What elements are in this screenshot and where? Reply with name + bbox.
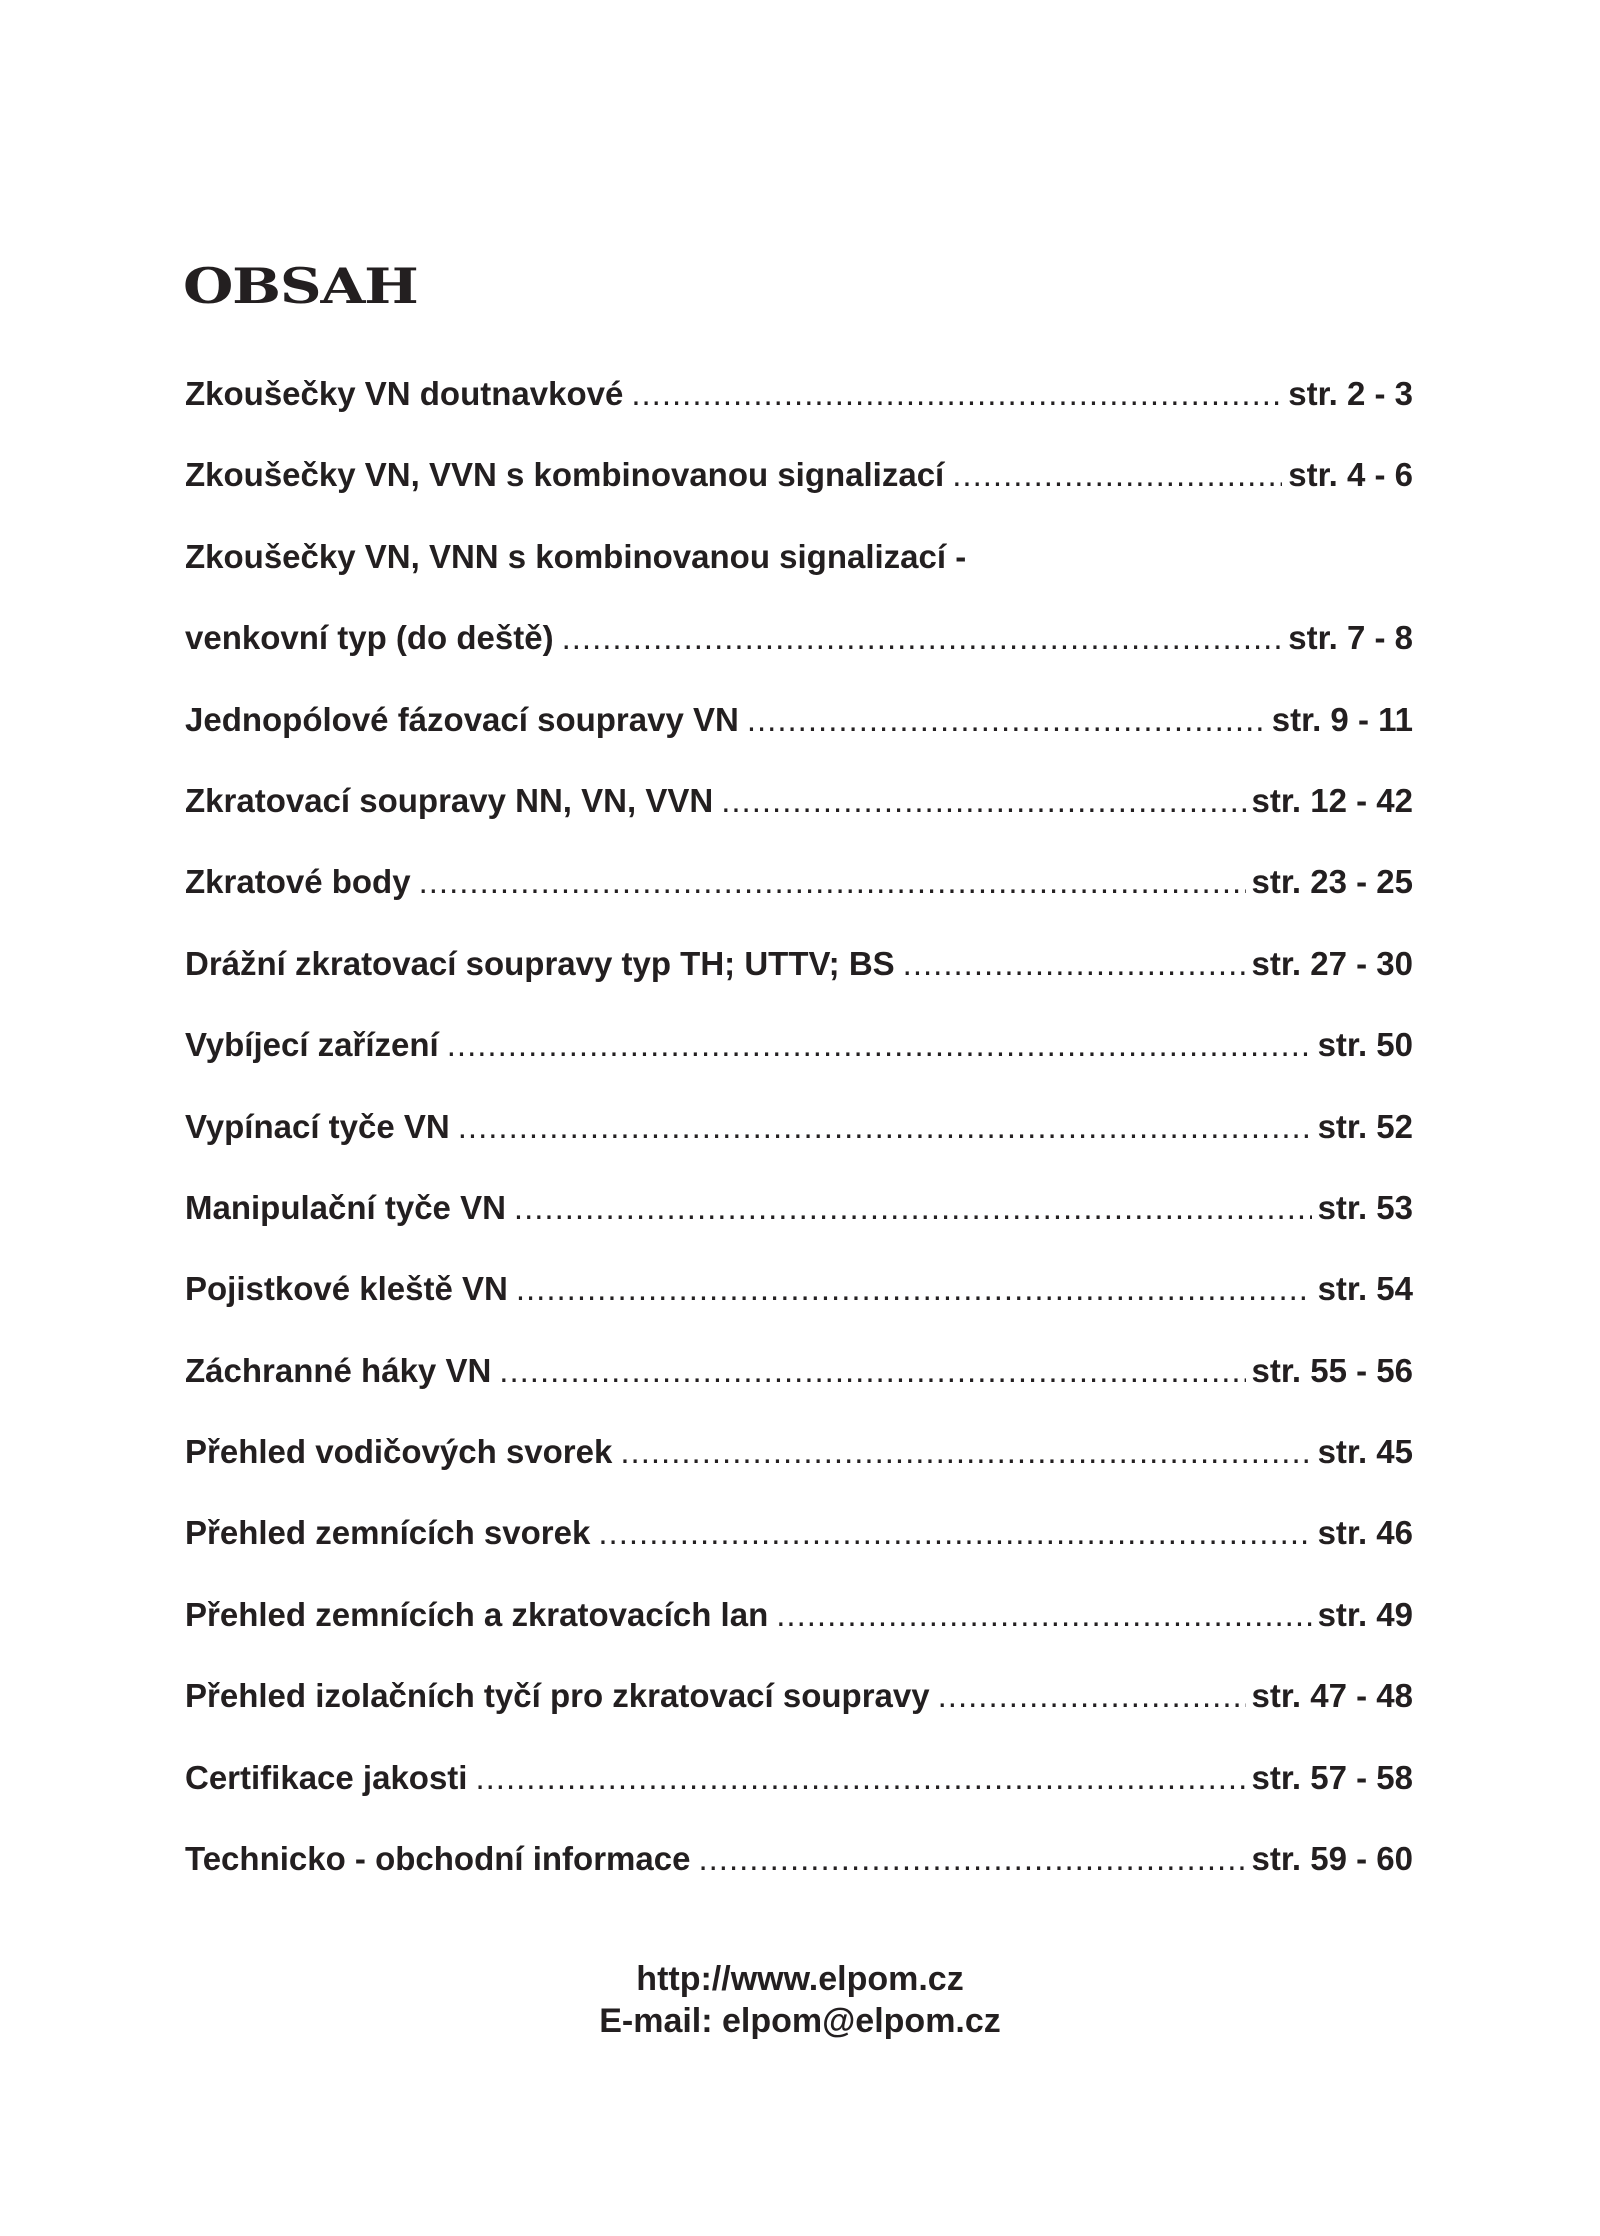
toc-entry: [185, 1433, 1413, 1514]
dot-leader: [598, 1514, 1311, 1552]
toc-entry-title: Přehled zemnících a zkratovacích lan: [185, 1595, 769, 1633]
toc-entry-title: Technicko - obchodní informace: [185, 1840, 691, 1878]
dot-leader: [447, 1026, 1312, 1064]
dot-leader: [721, 782, 1245, 820]
website-link[interactable]: http://www.elpom.cz: [636, 1960, 964, 1998]
toc-entry-page: str. 47 - 48: [1251, 1677, 1413, 1715]
dot-leader: [475, 1759, 1245, 1797]
toc-entry: [185, 1596, 1413, 1677]
dot-leader: [903, 945, 1246, 983]
toc-entry: [185, 701, 1413, 782]
dot-leader: [698, 1840, 1245, 1878]
toc-entry-title: Přehled vodičových svorek: [185, 1433, 613, 1471]
dot-leader: [458, 1108, 1312, 1146]
toc-entry: [185, 375, 1413, 456]
dot-leader: [419, 863, 1246, 901]
email-link[interactable]: E-mail: elpom@elpom.cz: [599, 2002, 1001, 2040]
toc-entry: [185, 1677, 1413, 1758]
dot-leader: [938, 1677, 1246, 1715]
toc-entry-title: Zkoušečky VN, VNN s kombinovanou signalizací -: [185, 537, 967, 575]
toc-entry-page: str. 9 - 11: [1271, 700, 1413, 738]
toc-entry: [185, 1270, 1413, 1351]
toc-entry-title: Přehled izolačních tyčí pro zkratovací soupravy: [185, 1677, 930, 1715]
toc-entry-title: Certifikace jakosti: [185, 1758, 468, 1796]
toc-entry-page: str. 49: [1317, 1595, 1413, 1633]
toc-entry: [185, 863, 1413, 944]
toc-entry: [185, 538, 1413, 619]
toc-entry-title: Zkoušečky VN, VVN s kombinovanou signalizací: [185, 456, 945, 494]
toc-entry-page: str. 53: [1317, 1188, 1413, 1226]
toc-entry-title: Záchranné háky VN: [185, 1351, 492, 1389]
toc-entry-page: str. 52: [1317, 1107, 1413, 1145]
toc-entry: [185, 456, 1413, 537]
toc-entry-page: str. 45: [1317, 1433, 1413, 1471]
toc-entry-title: Přehled zemnících svorek: [185, 1514, 591, 1552]
toc-entry: [185, 1189, 1413, 1270]
toc-entry: [185, 782, 1413, 863]
toc-entry-title: Vybíjecí zařízení: [185, 1026, 439, 1064]
dot-leader: [562, 619, 1283, 657]
dot-leader: [620, 1433, 1311, 1471]
toc-entry: [185, 1352, 1413, 1433]
toc-entry-title: Vypínací tyče VN: [185, 1107, 450, 1145]
toc-entry-page: str. 50: [1317, 1026, 1413, 1064]
toc-entry-title: Pojistkové kleště VN: [185, 1270, 508, 1308]
dot-leader: [514, 1189, 1312, 1227]
contact-block: [0, 1958, 1600, 2042]
toc-entry: [185, 1514, 1413, 1595]
toc-entry-page: str. 55 - 56: [1251, 1351, 1413, 1389]
table-of-contents: [185, 375, 1413, 1921]
toc-entry: [185, 1108, 1413, 1189]
dot-leader: [499, 1352, 1245, 1390]
toc-entry-page: str. 54: [1317, 1270, 1413, 1308]
toc-entry-page: str. 2 - 3: [1288, 375, 1413, 412]
dot-leader: [952, 456, 1282, 494]
dot-leader: [516, 1270, 1312, 1308]
toc-entry-page: str. 27 - 30: [1251, 944, 1413, 982]
toc-entry-page: str. 59 - 60: [1251, 1840, 1413, 1878]
toc-entry: [185, 945, 1413, 1026]
toc-entry-title: Manipulační tyče VN: [185, 1188, 506, 1226]
toc-entry-title: venkovní typ (do deště): [185, 619, 554, 657]
toc-entry-title: Zkratové body: [185, 863, 411, 901]
toc-entry-page: str. 23 - 25: [1251, 863, 1413, 901]
toc-entry-page: str. 46: [1317, 1514, 1413, 1552]
dot-leader: [631, 375, 1282, 413]
toc-entry-title: Drážní zkratovací soupravy typ TH; UTTV; BS: [185, 944, 895, 982]
dot-leader: [776, 1596, 1311, 1634]
toc-entry-page: str. 12 - 42: [1251, 781, 1413, 819]
toc-entry-page: str. 4 - 6: [1288, 456, 1413, 494]
toc-entry-page: str. 7 - 8: [1288, 619, 1413, 657]
toc-entry-page: str. 57 - 58: [1251, 1758, 1413, 1796]
toc-entry: [185, 1026, 1413, 1107]
toc-entry-title: Jednopólové fázovací soupravy VN: [185, 700, 739, 738]
toc-entry: [185, 1840, 1413, 1921]
dot-leader: [747, 701, 1266, 739]
toc-entry: [185, 1759, 1413, 1840]
toc-entry: [185, 619, 1413, 700]
toc-entry-title: Zkratovací soupravy NN, VN, VVN: [185, 781, 714, 819]
toc-entry-title: Zkoušečky VN doutnavkové: [185, 375, 624, 412]
page-title: OBSAH: [183, 257, 418, 315]
